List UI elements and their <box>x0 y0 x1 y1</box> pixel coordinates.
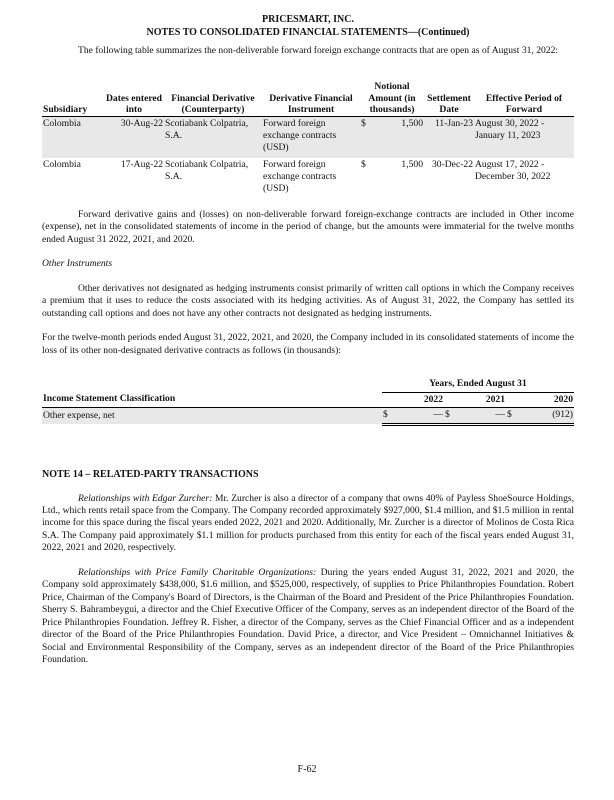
cell-settlement: 11-Jan-23 <box>424 116 474 157</box>
note14-heading: NOTE 14 – RELATED-PARTY TRANSACTIONS <box>42 468 259 480</box>
years-group-header: Years, Ended August 31 <box>382 377 574 392</box>
company-name: PRICESMART, INC. <box>262 14 354 25</box>
price-family-body: During the years ended August 31, 2022, 2021 and 2020, the Company sold approximately $438,000, $1.6 million, and $525,000, respectively, of supplies to Price Philanthropies Foundation. Robert Price, Chairman of the Company's Board of Directors, is the Chairman of the Board and President of the Price Philanthropies Foundation. Sherry S. Bahrambeygui, a director and the Chief Executive Officer of the Company, serves as an independent director of the Board of the Price Philanthropies Foundation. Jeffrey R. Fisher, a director of the Company, serves as the Chief Financial Officer and as a independent director of the Board of the Price Philanthropies Foundation. David Price, a director, and Vice President – Omnichannel Initiatives & Social and Environmental Responsibility of the Company, serves as an independent director of the Board of the Price Philanthropies Foundation. <box>42 566 574 666</box>
intro-paragraph: The following table summarizes the non-deliverable forward foreign exchange contracts that are open as of August 31, 2022: <box>78 45 559 56</box>
price-family-paragraph <box>42 567 574 667</box>
table-row <box>42 116 574 157</box>
price-family-lead: Relationships with Price Family Charitable Organizations: <box>78 566 317 578</box>
income-statement-table <box>42 377 574 425</box>
cell-amount: 1,500 <box>374 116 424 157</box>
row-label: Other expense, net <box>43 409 115 421</box>
col-header-counterparty: Financial Derivative (Counterparty) <box>164 81 262 116</box>
page-number: F-62 <box>297 764 317 775</box>
cell-currency: $ <box>360 116 374 157</box>
cell-instrument: Forward foreign exchange contracts (USD) <box>262 116 360 157</box>
edgar-zurcher-paragraph <box>42 493 574 555</box>
cell-counterparty: Scotiabank Colpatria, S.A. <box>165 158 249 182</box>
cell-subsidiary: Colombia <box>43 158 81 170</box>
twelve-month-paragraph: For the twelve-month periods ended August 31, 2022, 2021, and 2020, the Company included in its consolidated statements of income the loss of its other non-designated derivative contracts as follows (in thousands): <box>42 332 574 356</box>
value-2021: — <box>456 408 506 424</box>
table-row <box>42 158 574 199</box>
col-header-dates: Dates entered into <box>104 81 164 116</box>
cell-instrument: Forward foreign exchange contracts (USD) <box>263 158 337 194</box>
edgar-zurcher-body: Mr. Zurcher is also a director of a company that owns 40% of Payless ShoeSource Holdings, Ltd., which rents retail space from the Company. The Company recorded approximately $927,000, $1.4 million, and $1.5 million in rental income for this space during the fiscal years ended 2022, 2021 and 2020. Additionally, Mr. Zurcher is a director of Molinos de Costa Rica S.A. The Company paid approximately $1.1 million for products purchased from this entity for each of the fiscal years ended August 31, 2022, 2021 and 2020, respectively. <box>42 492 574 554</box>
col-header-notional: Notional Amount (in thousands) <box>360 81 424 116</box>
col-header-subsidiary: Subsidiary <box>42 81 104 116</box>
page-subtitle: NOTES TO CONSOLIDATED FINANCIAL STATEMENTS—(Continued) <box>146 26 470 38</box>
value-2020: (912) <box>518 408 574 424</box>
cell-period: August 17, 2022 - December 30, 2022 <box>475 158 551 182</box>
year-header-2021: 2021 <box>444 392 506 407</box>
other-instruments-paragraph: Other derivatives not designated as hedging instruments consist primarily of written call options in which the Company receives a premium that it uses to reduce the costs associated with its hedging activities. As of August 31, 2022, the Company has settled its outstanding call options and does not have any other contracts not designated as hedging instruments. <box>42 282 574 319</box>
forward-paragraph: Forward derivative gains and (losses) on non-deliverable forward foreign-exchange contracts are included in Other income (expense), net in the consolidated statements of income in the period of change, but the amounts were immaterial for the twelve months ended August 31 2022, 2021, and 2020. <box>42 208 574 245</box>
table-row <box>42 408 574 424</box>
col-header-settlement: Settlement Date <box>424 81 474 116</box>
currency-2022: $ <box>382 408 394 424</box>
other-instruments-heading: Other Instruments <box>42 258 113 270</box>
year-header-2020: 2020 <box>506 392 574 407</box>
edgar-zurcher-lead: Relationships with Edgar Zurcher: <box>78 492 213 504</box>
col-header-instrument: Derivative Financial Instrument <box>262 81 360 116</box>
cell-settlement: 30-Dec-22 <box>431 158 473 170</box>
fx-contracts-table <box>42 81 574 198</box>
cell-amount: 1,500 <box>401 158 423 170</box>
cell-dates: 30-Aug-22 <box>104 116 164 157</box>
cell-currency: $ <box>361 158 366 170</box>
classification-header: Income Statement Classification <box>42 392 382 407</box>
col-header-period: Effective Period of Forward <box>474 81 574 116</box>
year-header-2022: 2022 <box>382 392 444 407</box>
currency-2021: $ <box>444 408 456 424</box>
cell-subsidiary: Colombia <box>42 116 104 157</box>
document-page <box>42 14 574 667</box>
cell-counterparty: Scotiabank Colpatria, S.A. <box>164 116 262 157</box>
cell-dates: 17-Aug-22 <box>120 158 163 170</box>
value-2022: — <box>394 408 444 424</box>
cell-period: August 30, 2022 - January 11, 2023 <box>474 116 574 157</box>
currency-2020: $ <box>506 408 518 424</box>
